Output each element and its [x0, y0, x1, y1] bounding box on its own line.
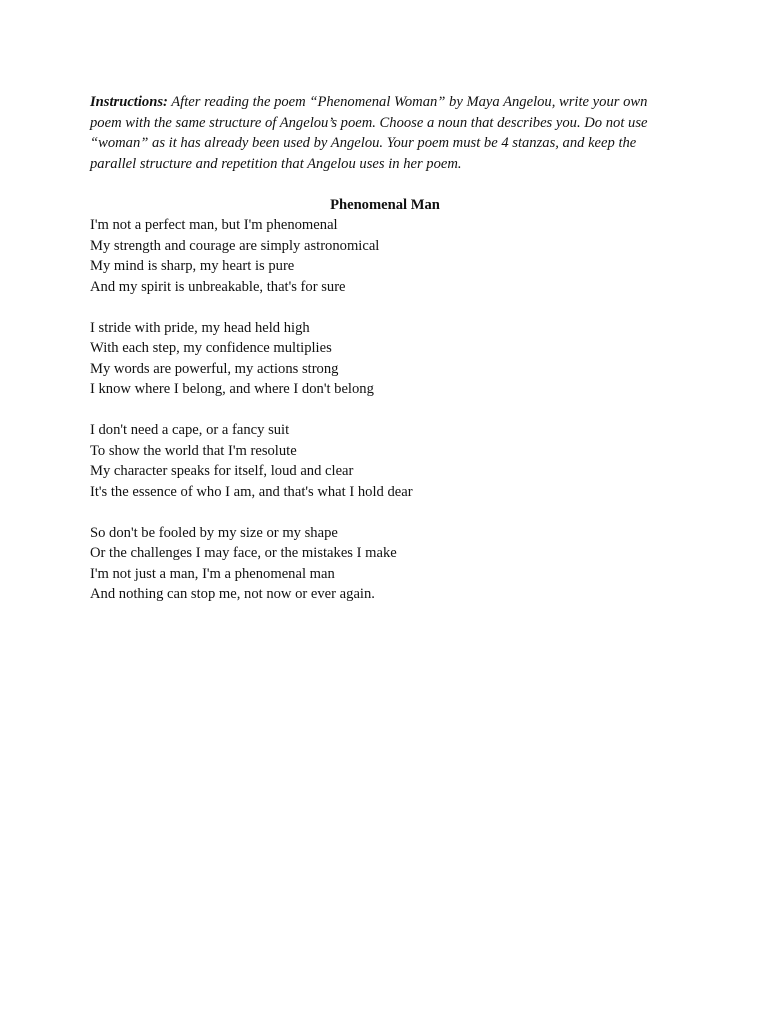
- stanza-4: [90, 523, 680, 605]
- poem-body: [90, 215, 680, 625]
- poem-line: My character speaks for itself, loud and clear: [90, 463, 354, 479]
- stanza-1: [90, 215, 680, 297]
- poem-line: With each step, my confidence multiplies: [90, 340, 332, 356]
- instructions-label: Instructions:: [90, 94, 168, 110]
- poem-title: Phenomenal Man: [330, 197, 440, 213]
- stanza-3: [90, 420, 680, 502]
- instructions-paragraph: [90, 92, 680, 174]
- poem-line: And my spirit is unbreakable, that's for sure: [90, 278, 346, 295]
- poem-line: I know where I belong, and where I don't belong: [90, 381, 374, 397]
- poem-line: My strength and courage are simply astronomical: [90, 237, 380, 254]
- poem-line: It's the essence of who I am, and that's what I hold dear: [90, 483, 413, 500]
- poem-line: My words are powerful, my actions strong: [90, 360, 339, 377]
- poem-line: And nothing can stop me, not now or ever again.: [90, 586, 375, 602]
- poem-line: I don't need a cape, or a fancy suit: [90, 422, 290, 438]
- poem-line: Or the challenges I may face, or the mistakes I make: [90, 545, 397, 561]
- poem-line: So don't be fooled by my size or my shape: [90, 524, 338, 541]
- instructions-text: After reading the poem “Phenomenal Woman” by Maya Angelou, write your own poem with the same structure of Angelou’s poem. Choose a noun that describes you. Do not use “woman” as it has already been used by Angelou. Your poem must be 4 stanzas, and keep the parallel structure and repetition that Angelou uses in her poem.: [90, 94, 648, 172]
- poem-line: I'm not just a man, I'm a phenomenal man: [90, 565, 335, 582]
- poem-line: My mind is sharp, my heart is pure: [90, 258, 295, 274]
- poem-line: To show the world that I'm resolute: [90, 442, 297, 459]
- stanza-2: [90, 318, 680, 400]
- poem-line: I stride with pride, my head held high: [90, 319, 310, 336]
- poem-line: I'm not a perfect man, but I'm phenomenal: [90, 217, 338, 233]
